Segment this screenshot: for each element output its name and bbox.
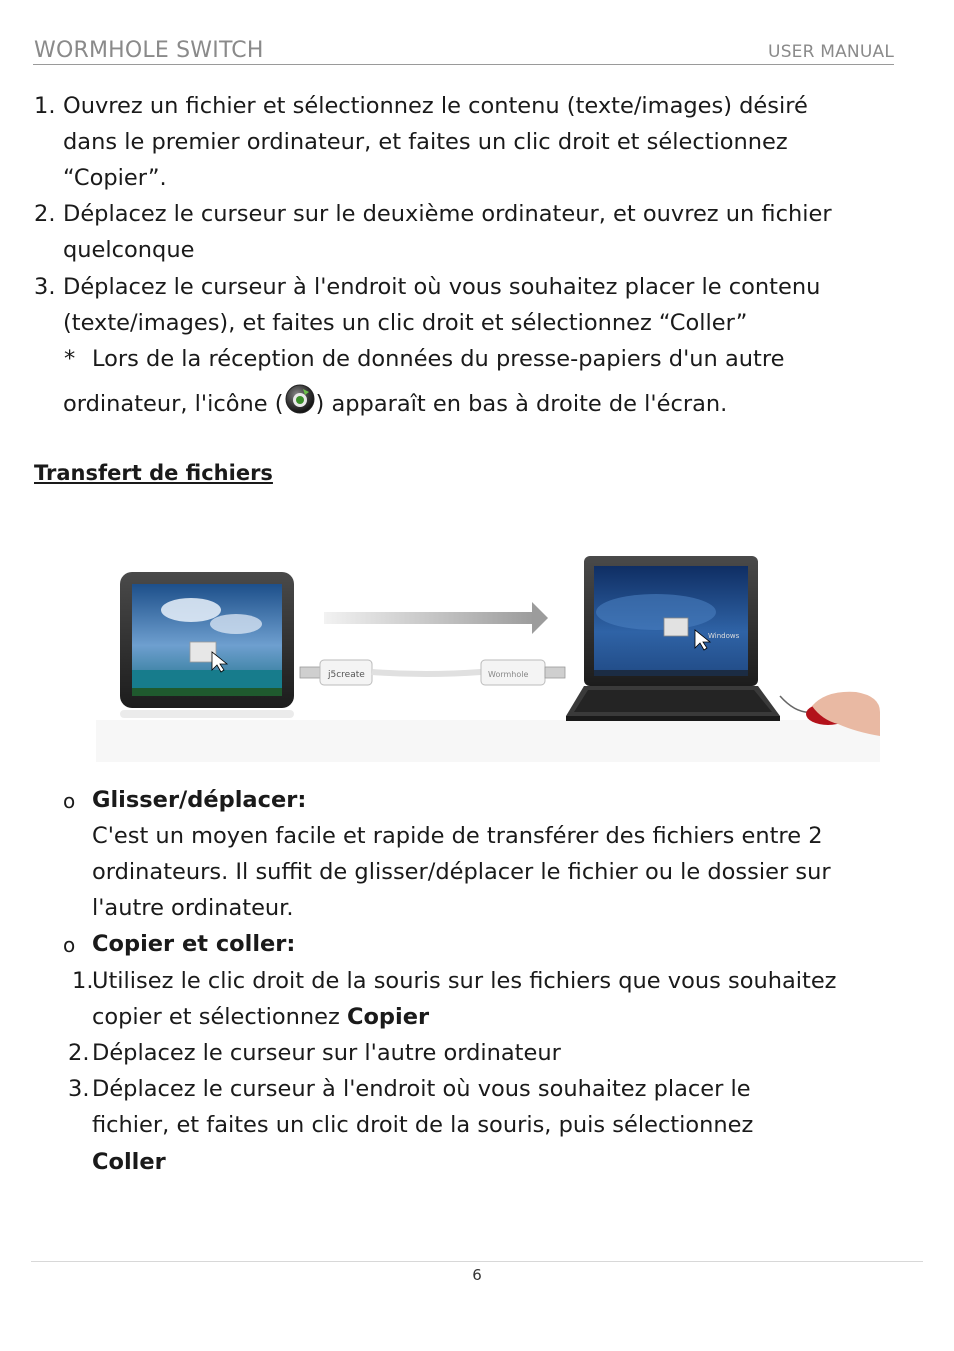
transfer-illustration bbox=[96, 500, 880, 762]
transfer-arrow bbox=[324, 602, 548, 634]
section-title: Transfert de fichiers bbox=[34, 461, 273, 485]
copy-step-text: copier et sélectionnez Copier bbox=[92, 1004, 430, 1030]
copy-step-text: Déplacez le curseur à l'endroit où vous souhaitez placer le bbox=[92, 1076, 751, 1102]
copy-title: Copier et coller: bbox=[92, 931, 296, 957]
laptop-device bbox=[566, 556, 780, 721]
list-bullet: o bbox=[63, 789, 76, 813]
step-text: (texte/images), et faites un clic droit et sélectionnez “Coller” bbox=[63, 310, 748, 336]
step-number: 1. bbox=[34, 93, 56, 119]
step-text: Déplacez le curseur sur le deuxième ordinateur, et ouvrez un fichier bbox=[63, 201, 832, 227]
note-marker: * bbox=[64, 346, 76, 372]
drag-text: C'est un moyen facile et rapide de transférer des fichiers entre 2 bbox=[92, 823, 823, 849]
drag-text: ordinateurs. Il suffit de glisser/déplacer le fichier ou le dossier sur bbox=[92, 859, 831, 885]
copy-step-text: Déplacez le curseur sur l'autre ordinateur bbox=[92, 1040, 561, 1066]
drag-title: Glisser/déplacer: bbox=[92, 787, 307, 813]
step-text: Ouvrez un fichier et sélectionnez le contenu (texte/images) désiré bbox=[63, 93, 808, 119]
page-header bbox=[33, 38, 894, 65]
note-text: Lors de la réception de données du presse-papiers d'un autre bbox=[92, 346, 785, 372]
usb-cable bbox=[300, 660, 565, 685]
wormhole-tray-icon bbox=[284, 383, 316, 415]
cable-product-label: Wormhole bbox=[488, 670, 529, 679]
header-title: WORMHOLE SWITCH bbox=[34, 38, 264, 63]
note-text: ordinateur, l'icône ( ) apparaît en bas à droite de l'écran. bbox=[63, 383, 727, 422]
step-text: dans le premier ordinateur, et faites un clic droit et sélectionnez bbox=[63, 129, 788, 155]
drag-text: l'autre ordinateur. bbox=[92, 895, 294, 921]
step-text: quelconque bbox=[63, 237, 195, 263]
step-number: 2. bbox=[68, 1040, 90, 1066]
step-text: “Copier”. bbox=[63, 165, 167, 191]
copy-command: Copier bbox=[346, 1004, 430, 1030]
laptop-screen-label: Windows bbox=[708, 632, 740, 640]
copy-step-text: fichier, et faites un clic droit de la souris, puis sélectionnez bbox=[92, 1112, 754, 1138]
step-number: 3. bbox=[34, 274, 56, 300]
step-number: 3. bbox=[68, 1076, 90, 1102]
step-text: Déplacez le curseur à l'endroit où vous souhaitez placer le contenu bbox=[63, 274, 821, 300]
paste-command: Coller bbox=[92, 1149, 166, 1175]
footer-divider bbox=[31, 1261, 923, 1262]
tablet-device bbox=[120, 572, 294, 718]
cable-brand-label: j5create bbox=[328, 670, 365, 680]
step-number: 2. bbox=[34, 201, 56, 227]
page-number: 6 bbox=[472, 1266, 482, 1284]
list-bullet: o bbox=[63, 933, 76, 957]
header-manual-label: USER MANUAL bbox=[768, 42, 894, 62]
copy-step-text: Utilisez le clic droit de la souris sur les fichiers que vous souhaitez bbox=[92, 968, 837, 994]
step-number: 1. bbox=[72, 968, 94, 994]
